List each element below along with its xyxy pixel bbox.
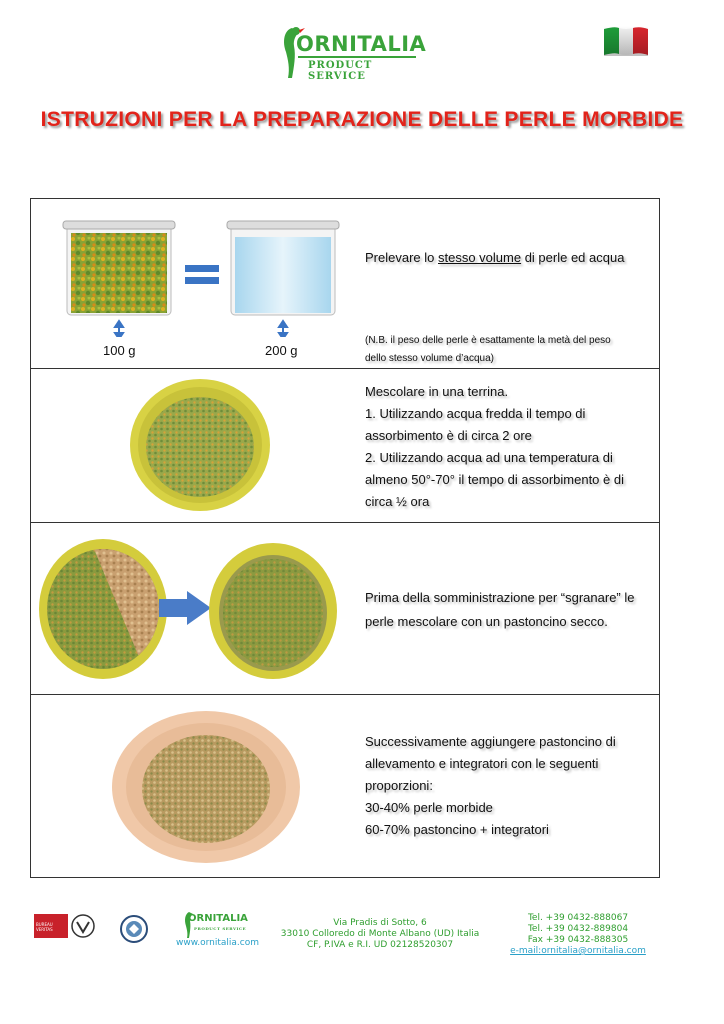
phone-1: Tel. +39 0432-888067 — [527, 913, 629, 923]
fax: Fax +39 0432-888305 — [527, 935, 629, 945]
step4-line3: proporzioni: — [365, 778, 433, 793]
italian-flag-icon — [604, 26, 648, 56]
step2-line4: 2. Utilizzando acqua ad una temperatura di — [365, 450, 613, 465]
phone-2: Tel. +39 0432-889804 — [527, 924, 629, 934]
step3-line1: Prima della somministrazione per “sgranare” le — [365, 590, 635, 605]
accredia-seal-icon — [120, 914, 148, 944]
bowl-mixed-pearls-photo — [127, 377, 273, 513]
step3-line2: perle mescolare con un pastoncino secco. — [365, 614, 608, 629]
iso-certification-badge: BUREAU VERITAS — [34, 914, 96, 938]
step1-note-line2: dello stesso volume d’acqua) — [365, 353, 494, 364]
logo-name: ORNITALIA — [296, 32, 427, 56]
step1-note-line1: (N.B. il peso delle perle è esattamente la metà del peso — [365, 335, 611, 346]
footer-logo: ORNITALIA PRODUCT SERVICE www.ornitalia.com — [176, 910, 256, 950]
step-row-pastoncino — [31, 695, 659, 877]
footer-contacts — [500, 913, 656, 957]
step2-line6: circa ½ ora — [365, 494, 430, 509]
bureau-veritas-seal-icon — [70, 914, 96, 938]
logo-subtitle: PRODUCT SERVICE — [308, 60, 373, 82]
weight-acqua: 200 g — [265, 343, 298, 358]
step1-instruction: Prelevare lo stesso volume di perle ed acqua — [365, 250, 625, 265]
step4-line4: 30-40% perle morbide — [365, 800, 493, 815]
step2-line5: almeno 50°-70° il tempo di assorbimento è di — [365, 472, 624, 487]
step2-line3: assorbimento è di circa 2 ore — [365, 428, 532, 443]
step-row-sgranare — [31, 523, 659, 695]
website-link[interactable]: www.ornitalia.com — [176, 938, 260, 948]
weight-perle: 100 g — [103, 343, 136, 358]
step4-line5: 60-70% pastoncino + integratori — [365, 822, 549, 837]
bowls-before-after-photo — [39, 537, 339, 681]
ornitalia-logo — [278, 22, 427, 82]
email-link[interactable]: e-mail:ornitalia@ornitalia.com — [510, 946, 646, 956]
step-row-volume — [31, 199, 659, 369]
step2-line1: Mescolare in una terrina. — [365, 384, 509, 399]
page-title: ISTRUZIONI PER LA PREPARAZIONE DELLE PERLE MORBIDE — [40, 108, 684, 131]
step-row-mescolare — [31, 369, 659, 523]
footer-address: Via Pradis di Sotto, 6 33010 Colloredo di Monte Albano (UD) Italia CF, P.IVA e R.I. UD 02128520307 — [280, 918, 480, 950]
step2-line2: 1. Utilizzando acqua fredda il tempo di — [365, 406, 586, 421]
step4-line2: allevamento e integratori con le seguenti — [365, 756, 599, 771]
step4-line1: Successivamente aggiungere pastoncino di — [365, 734, 616, 749]
instructions-table — [30, 198, 660, 878]
beakers-illustration — [61, 217, 341, 337]
plate-pastoncino-photo — [111, 709, 301, 865]
